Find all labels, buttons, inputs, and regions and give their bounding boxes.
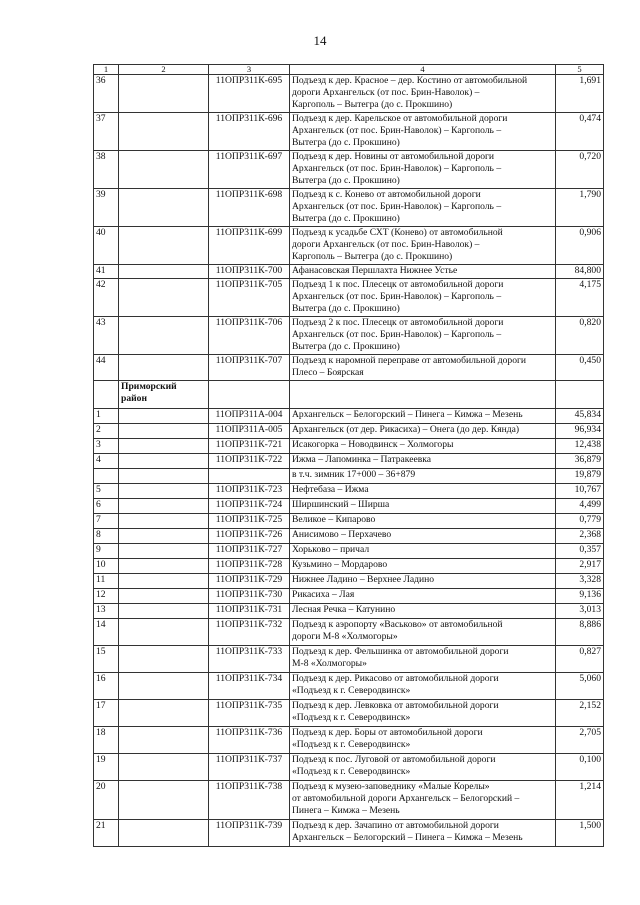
table-row bbox=[94, 559, 604, 574]
road-code: 11ОПР311К-739 bbox=[209, 820, 290, 847]
road-code: 11ОПР311К-730 bbox=[209, 589, 290, 604]
district-cell bbox=[119, 265, 209, 279]
table-row bbox=[94, 439, 604, 454]
road-code: 11ОПР311К-727 bbox=[209, 544, 290, 559]
road-length: 5,060 bbox=[556, 673, 604, 700]
district-cell bbox=[119, 189, 209, 227]
row-number: 18 bbox=[94, 727, 119, 754]
road-name: Анисимово – Перхачево bbox=[290, 529, 556, 544]
row-number: 13 bbox=[94, 604, 119, 619]
table-row bbox=[94, 454, 604, 469]
table-row bbox=[94, 317, 604, 355]
table-row bbox=[94, 529, 604, 544]
road-length: 1,214 bbox=[556, 781, 604, 820]
table-row bbox=[94, 604, 604, 619]
table-row bbox=[94, 646, 604, 673]
road-length: 2,152 bbox=[556, 700, 604, 727]
road-code: 11ОПР311К-728 bbox=[209, 559, 290, 574]
district-cell bbox=[119, 317, 209, 355]
row-number: 5 bbox=[94, 484, 119, 499]
district-cell bbox=[119, 484, 209, 499]
row-number: 14 bbox=[94, 619, 119, 646]
district-cell bbox=[119, 646, 209, 673]
district-cell bbox=[119, 589, 209, 604]
road-length: 10,767 bbox=[556, 484, 604, 499]
table-row bbox=[94, 151, 604, 189]
district-cell bbox=[119, 619, 209, 646]
empty-cell bbox=[290, 381, 556, 409]
road-length: 4,175 bbox=[556, 279, 604, 317]
road-name: Исакогорка – Новодвинск – Холмогоры bbox=[290, 439, 556, 454]
road-code: 11ОПР311К-726 bbox=[209, 529, 290, 544]
road-length: 0,720 bbox=[556, 151, 604, 189]
road-name: Рикасиха – Лая bbox=[290, 589, 556, 604]
table-row bbox=[94, 673, 604, 700]
header-cell-3: 3 bbox=[209, 65, 290, 75]
row-number: 1 bbox=[94, 409, 119, 424]
road-code: 11ОПР311К-725 bbox=[209, 514, 290, 529]
road-name: в т.ч. зимник 17+000 – 36+879 bbox=[290, 469, 556, 484]
row-number bbox=[94, 469, 119, 484]
table-row bbox=[94, 574, 604, 589]
road-code: 11ОПР311К-723 bbox=[209, 484, 290, 499]
road-name: Лесная Речка – Катунино bbox=[290, 604, 556, 619]
road-code: 11ОПР311К-732 bbox=[209, 619, 290, 646]
table-row bbox=[94, 544, 604, 559]
row-number: 15 bbox=[94, 646, 119, 673]
road-length: 84,800 bbox=[556, 265, 604, 279]
road-name: Подъезд к дер. Рикасово от автомобильной дороги «Подъезд к г. Северодвинск» bbox=[290, 673, 556, 700]
district-cell bbox=[119, 559, 209, 574]
row-number: 16 bbox=[94, 673, 119, 700]
row-number: 38 bbox=[94, 151, 119, 189]
road-name: Великое – Кипарово bbox=[290, 514, 556, 529]
header-cell-5: 5 bbox=[556, 65, 604, 75]
row-number: 12 bbox=[94, 589, 119, 604]
road-name: Подъезд к пос. Луговой от автомобильной дороги «Подъезд к г. Северодвинск» bbox=[290, 754, 556, 781]
road-code: 11ОПР311К-700 bbox=[209, 265, 290, 279]
table-row bbox=[94, 619, 604, 646]
table-row bbox=[94, 499, 604, 514]
row-number: 42 bbox=[94, 279, 119, 317]
district-cell bbox=[119, 544, 209, 559]
road-length: 36,879 bbox=[556, 454, 604, 469]
road-length: 19,879 bbox=[556, 469, 604, 484]
row-number: 2 bbox=[94, 424, 119, 439]
road-length: 8,886 bbox=[556, 619, 604, 646]
table-row bbox=[94, 514, 604, 529]
row-number: 3 bbox=[94, 439, 119, 454]
table-row bbox=[94, 355, 604, 381]
road-length: 2,917 bbox=[556, 559, 604, 574]
road-length: 1,691 bbox=[556, 75, 604, 113]
road-length: 0,827 bbox=[556, 646, 604, 673]
road-name: Кузьмино – Мордарово bbox=[290, 559, 556, 574]
road-code: 11ОПР311К-696 bbox=[209, 113, 290, 151]
road-code: 11ОПР311К-737 bbox=[209, 754, 290, 781]
road-code: 11ОПР311К-707 bbox=[209, 355, 290, 381]
row-number: 8 bbox=[94, 529, 119, 544]
district-cell bbox=[119, 424, 209, 439]
row-number: 20 bbox=[94, 781, 119, 820]
road-name: Подъезд к аэропорту «Васьково» от автомобильной дороги М-8 «Холмогоры» bbox=[290, 619, 556, 646]
road-code: 11ОПР311К-699 bbox=[209, 227, 290, 265]
district-cell bbox=[119, 279, 209, 317]
table-row bbox=[94, 700, 604, 727]
table-row bbox=[94, 75, 604, 113]
road-name: Нефтебаза – Ижма bbox=[290, 484, 556, 499]
road-name: Подъезд к усадьбе СХТ (Конево) от автомобильной дороги Архангельск (от пос. Брин-Наволок) – Каргополь – Вытегра (до с. Прокшино) bbox=[290, 227, 556, 265]
row-number: 37 bbox=[94, 113, 119, 151]
row-number: 41 bbox=[94, 265, 119, 279]
road-name: Архангельск (от дер. Рикасиха) – Онега (до дер. Кянда) bbox=[290, 424, 556, 439]
road-name: Подъезд к наромной переправе от автомобильной дороги Плесо – Боярская bbox=[290, 355, 556, 381]
table-row bbox=[94, 113, 604, 151]
region-name: Приморский район bbox=[119, 381, 209, 409]
road-code: 11ОПР311К-722 bbox=[209, 454, 290, 469]
row-number: 17 bbox=[94, 700, 119, 727]
road-code: 11ОПР311К-738 bbox=[209, 781, 290, 820]
roads-table bbox=[93, 64, 604, 847]
header-cell-2: 2 bbox=[119, 65, 209, 75]
district-cell bbox=[119, 754, 209, 781]
road-code: 11ОПР311К-734 bbox=[209, 673, 290, 700]
header-cell-4: 4 bbox=[290, 65, 556, 75]
district-cell bbox=[119, 454, 209, 469]
road-length: 45,834 bbox=[556, 409, 604, 424]
row-number: 43 bbox=[94, 317, 119, 355]
row-number: 11 bbox=[94, 574, 119, 589]
district-cell bbox=[119, 673, 209, 700]
road-name: Подъезд к дер. Новины от автомобильной дороги Архангельск (от пос. Брин-Наволок) – Каргополь – Вытегра (до с. Прокшино) bbox=[290, 151, 556, 189]
road-code: 11ОПР311К-733 bbox=[209, 646, 290, 673]
district-cell bbox=[119, 574, 209, 589]
road-length: 3,328 bbox=[556, 574, 604, 589]
table-row bbox=[94, 409, 604, 424]
region-row bbox=[94, 381, 604, 409]
row-number: 6 bbox=[94, 499, 119, 514]
road-name: Подъезд к дер. Красное – дер. Костино от автомобильной дороги Архангельск (от пос. Брин-Наволок) – Каргополь – Вытегра (до с. Прокшино) bbox=[290, 75, 556, 113]
empty-cell bbox=[209, 381, 290, 409]
row-number: 44 bbox=[94, 355, 119, 381]
empty-cell bbox=[94, 381, 119, 409]
road-length: 0,779 bbox=[556, 514, 604, 529]
road-length: 0,100 bbox=[556, 754, 604, 781]
road-length: 0,906 bbox=[556, 227, 604, 265]
road-name: Хорьково – причал bbox=[290, 544, 556, 559]
table-row bbox=[94, 265, 604, 279]
road-code: 11ОПР311К-736 bbox=[209, 727, 290, 754]
district-cell bbox=[119, 499, 209, 514]
district-cell bbox=[119, 355, 209, 381]
district-cell bbox=[119, 113, 209, 151]
page-number: 14 bbox=[313, 33, 327, 48]
table-row bbox=[94, 727, 604, 754]
road-code bbox=[209, 469, 290, 484]
row-number: 40 bbox=[94, 227, 119, 265]
district-cell bbox=[119, 700, 209, 727]
row-number: 4 bbox=[94, 454, 119, 469]
road-name: Подъезд к дер. Карельское от автомобильной дороги Архангельск (от пос. Брин-Наволок) – Каргополь – Вытегра (до с. Прокшино) bbox=[290, 113, 556, 151]
road-length: 1,790 bbox=[556, 189, 604, 227]
road-length: 9,136 bbox=[556, 589, 604, 604]
road-name: Афанасовская Першлахта Нижнее Устье bbox=[290, 265, 556, 279]
road-name: Подъезд к с. Конево от автомобильной дороги Архангельск (от пос. Брин-Наволок) – Каргополь – Вытегра (до с. Прокшино) bbox=[290, 189, 556, 227]
table-row bbox=[94, 589, 604, 604]
district-cell bbox=[119, 151, 209, 189]
header-cell-1: 1 bbox=[94, 65, 119, 75]
road-length: 96,934 bbox=[556, 424, 604, 439]
row-number: 39 bbox=[94, 189, 119, 227]
road-length: 1,500 bbox=[556, 820, 604, 847]
road-name: Подъезд 2 к пос. Плесецк от автомобильной дороги Архангельск (от пос. Брин-Наволок) – Каргополь – Вытегра (до с. Прокшино) bbox=[290, 317, 556, 355]
road-length: 4,499 bbox=[556, 499, 604, 514]
district-cell bbox=[119, 727, 209, 754]
road-length: 2,368 bbox=[556, 529, 604, 544]
column-number-header-row bbox=[94, 65, 604, 75]
row-number: 21 bbox=[94, 820, 119, 847]
road-code: 11ОПР311К-724 bbox=[209, 499, 290, 514]
road-code: 11ОПР311К-705 bbox=[209, 279, 290, 317]
table-row bbox=[94, 189, 604, 227]
road-length: 0,450 bbox=[556, 355, 604, 381]
district-cell bbox=[119, 75, 209, 113]
road-code: 11ОПР311К-721 bbox=[209, 439, 290, 454]
district-cell bbox=[119, 439, 209, 454]
road-name: Подъезд к дер. Фельшинка от автомобильной дороги М-8 «Холмогоры» bbox=[290, 646, 556, 673]
road-length: 12,438 bbox=[556, 439, 604, 454]
row-number: 7 bbox=[94, 514, 119, 529]
table-row bbox=[94, 781, 604, 820]
road-code: 11ОПР311А-005 bbox=[209, 424, 290, 439]
road-name: Подъезд к дер. Зачапино от автомобильной дороги Архангельск – Белогорский – Пинега – Кимжа – Мезень bbox=[290, 820, 556, 847]
district-cell bbox=[119, 409, 209, 424]
district-cell bbox=[119, 604, 209, 619]
road-code: 11ОПР311К-697 bbox=[209, 151, 290, 189]
road-length: 0,357 bbox=[556, 544, 604, 559]
road-name: Архангельск – Белогорский – Пинега – Кимжа – Мезень bbox=[290, 409, 556, 424]
district-cell bbox=[119, 529, 209, 544]
road-code: 11ОПР311К-729 bbox=[209, 574, 290, 589]
table-row bbox=[94, 484, 604, 499]
road-name: Ширшинский – Ширша bbox=[290, 499, 556, 514]
district-cell bbox=[119, 781, 209, 820]
table-row bbox=[94, 820, 604, 847]
road-code: 11ОПР311К-698 bbox=[209, 189, 290, 227]
road-code: 11ОПР311А-004 bbox=[209, 409, 290, 424]
table-row bbox=[94, 469, 604, 484]
district-cell bbox=[119, 820, 209, 847]
table-row bbox=[94, 754, 604, 781]
road-length: 3,013 bbox=[556, 604, 604, 619]
road-length: 0,820 bbox=[556, 317, 604, 355]
row-number: 9 bbox=[94, 544, 119, 559]
district-cell bbox=[119, 227, 209, 265]
road-name: Подъезд 1 к пос. Плесецк от автомобильной дороги Архангельск (от пос. Брин-Наволок) – Каргополь – Вытегра (до с. Прокшино) bbox=[290, 279, 556, 317]
table-row bbox=[94, 424, 604, 439]
road-name: Подъезд к музею-заповеднику «Малые Корелы» от автомобильной дороги Архангельск – Белогорский – Пинега – Кимжа – Мезень bbox=[290, 781, 556, 820]
table-row bbox=[94, 279, 604, 317]
road-length: 2,705 bbox=[556, 727, 604, 754]
row-number: 36 bbox=[94, 75, 119, 113]
road-length: 0,474 bbox=[556, 113, 604, 151]
road-name: Нижнее Ладино – Верхнее Ладино bbox=[290, 574, 556, 589]
road-name: Ижма – Лапоминка – Патракеевка bbox=[290, 454, 556, 469]
road-code: 11ОПР311К-735 bbox=[209, 700, 290, 727]
road-name: Подъезд к дер. Левковка от автомобильной дороги «Подъезд к г. Северодвинск» bbox=[290, 700, 556, 727]
table-row bbox=[94, 227, 604, 265]
road-code: 11ОПР311К-731 bbox=[209, 604, 290, 619]
row-number: 19 bbox=[94, 754, 119, 781]
road-code: 11ОПР311К-695 bbox=[209, 75, 290, 113]
district-cell bbox=[119, 514, 209, 529]
road-name: Подъезд к дер. Боры от автомобильной дороги «Подъезд к г. Северодвинск» bbox=[290, 727, 556, 754]
empty-cell bbox=[556, 381, 604, 409]
district-cell bbox=[119, 469, 209, 484]
road-code: 11ОПР311К-706 bbox=[209, 317, 290, 355]
row-number: 10 bbox=[94, 559, 119, 574]
